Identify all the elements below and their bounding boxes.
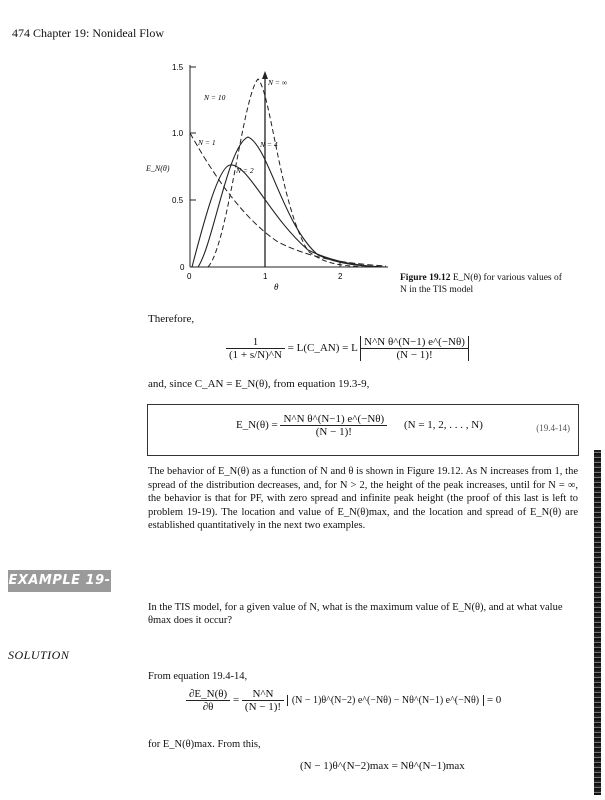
x-tick: 0	[187, 272, 192, 281]
figure-19-12-plot	[168, 55, 408, 295]
solution-label: SOLUTION	[8, 648, 70, 662]
therefore-text: Therefore,	[148, 313, 195, 325]
for-text: for E_N(θ)max. From this,	[148, 739, 261, 750]
curve-n-1	[190, 133, 386, 266]
result-equation: (N − 1)θ^(N−2)max = Nθ^(N−1)max	[300, 760, 465, 772]
y-tick: 0	[180, 263, 185, 272]
y-tick: 0.5	[172, 196, 184, 205]
scan-edge-artifact	[594, 450, 601, 795]
label-n-4: N = 4	[260, 140, 278, 149]
example-question: In the TIS model, for a given value of N, what is the maximum value of E_N(θ), and at what value θmax does it occur?	[148, 602, 563, 626]
figure-caption	[400, 272, 570, 296]
equation-number: (19.4-14)	[536, 423, 570, 433]
y-axis-label: E_N(θ)	[146, 164, 170, 173]
behavior-paragraph: The behavior of E_N(θ) as a function of N and θ is shown in Figure 19.12. As N increases from 1, the spread of the distribution decreases, and, for N > 2, the height of the peak increases, until for N = ∞, the behavior is that for PF, with zero spread and infinite peak height (the proof of this last is left to problem 19-19). The location and value of E_N(θ)max, and the location and spread of E_N(θ) are established quantitatively in the next two examples.	[148, 466, 578, 531]
label-n-infinity: N = ∞	[268, 78, 288, 87]
y-tick: 1.5	[172, 63, 184, 72]
label-n-2: N = 2	[236, 166, 254, 175]
page-header: 474 Chapter 19: Nonideal Flow	[12, 26, 164, 40]
label-n-10: N = 10	[204, 93, 226, 102]
since-text: and, since C_AN = E_N(θ), from equation 19.3-9,	[148, 378, 370, 390]
boxed-equation-19-4-14: E_N(θ) = $\frac{\text{N\textasciicircum{}N θ\textasciicircum{}(N−1) e\textasciicircum{}(−Nθ)}}{(N - 1)!}$ (N = 1, 2, . . . , N) (19.4-14)	[147, 404, 579, 456]
x-tick: 1	[263, 272, 268, 281]
curve-n-10	[208, 79, 368, 267]
derivative-equation: $\frac{\partial E\_N(\theta)}{\partial\theta}$ = $\frac{N\^{}N}{(N - 1)!}$ (N − 1)θ^(N−2) e^(−Nθ) − Nθ^(N−1) e^(−Nθ) = 0	[186, 688, 501, 713]
equation-laplace: $\frac{1}{(1 + s/N)\^{}N}$ = L(C_AN) = L $\frac{\text{N\textasciicircum{}N θ\textasciicircum{}(N−1) e\textasciicircum{}(−Nθ)}}{(N - 1)!}$	[226, 336, 469, 361]
caption-text: E_N(θ) for various values of N in the TIS model	[400, 273, 562, 295]
curve-n-2	[192, 165, 386, 267]
y-tick: 1.0	[172, 129, 184, 138]
x-tick: 2	[338, 272, 343, 281]
example-badge: EXAMPLE 19-5	[8, 570, 111, 592]
caption-number: Figure 19.12	[400, 273, 451, 283]
x-axis-label: θ	[274, 282, 279, 292]
label-n-1: N = 1	[198, 138, 216, 147]
from-equation-text: From equation 19.4-14,	[148, 671, 248, 682]
